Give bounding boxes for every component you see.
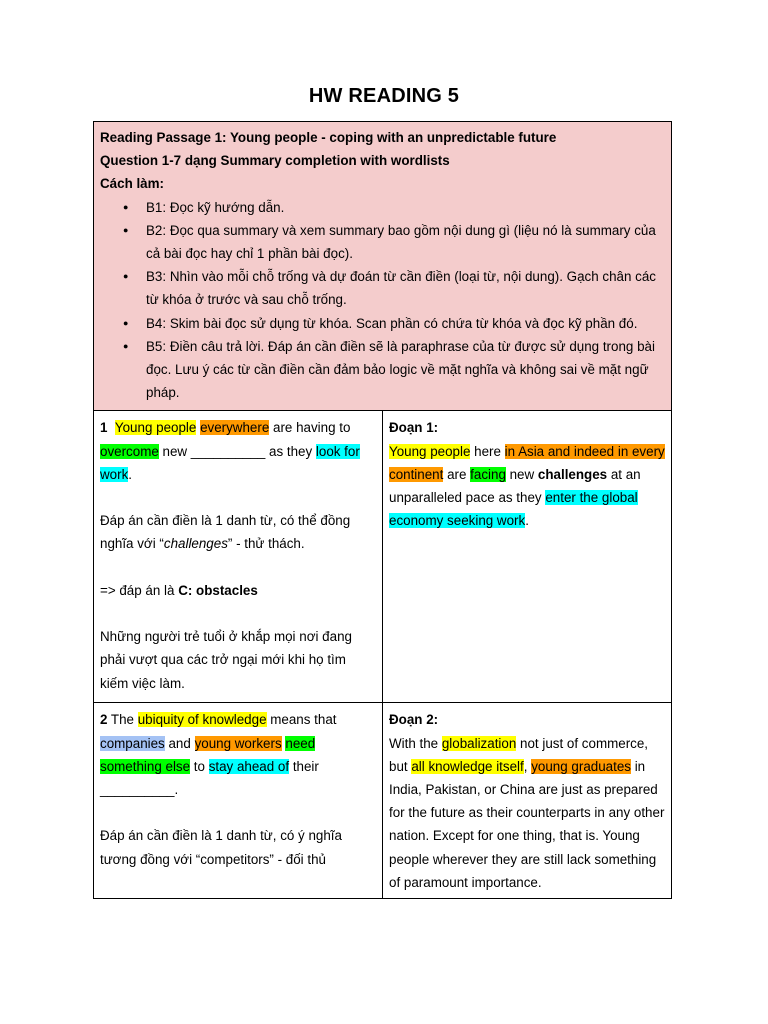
keyword-highlight: Young people <box>114 420 197 436</box>
paragraph-text: in India, Pakistan, or China are just as prepared for the future as their counterparts in any other nation. Except for one thing, that is. Young people wherever they are still lack something of paramount importance. <box>389 758 665 890</box>
sentence-text: their __________. <box>100 758 319 798</box>
question-2-note: Đáp án cần điền là 1 danh từ, có ý nghĩa tương đồng với “competitors” - đối thủ <box>100 828 342 867</box>
question-number: 1 <box>100 420 108 436</box>
paragraph-heading: Đoạn 2: <box>389 712 439 728</box>
sentence-text: and <box>164 735 195 751</box>
answer-prefix: => đáp án là <box>100 582 179 598</box>
keyword-highlight: facing <box>470 466 506 482</box>
sentence-text: new __________ as they <box>158 443 316 459</box>
keyword-highlight: need something else <box>100 735 316 774</box>
keyword-highlight: young workers <box>194 735 282 751</box>
paragraph-2-text <box>389 732 665 894</box>
method-heading: Cách làm: <box>100 176 164 192</box>
keyword-highlight: ubiquity of knowledge <box>137 712 267 728</box>
step-item: ● B3: Nhìn vào mỗi chỗ trống và dự đoán từ cần điền (loại từ, nội dung). Gạch chân các từ khóa ở trước và sau chỗ trống. <box>100 265 665 311</box>
answer-value: C: obstacles <box>178 582 258 598</box>
paragraph-text: here <box>470 443 505 459</box>
paragraph-text: With the <box>389 735 442 751</box>
document-title: HW READING 5 <box>308 85 460 107</box>
paragraph-1-cell <box>383 411 672 703</box>
exercise-table <box>93 121 672 899</box>
sentence-text: to <box>190 758 209 774</box>
sentence-text: . <box>128 466 133 482</box>
question-2-sentence <box>100 708 376 801</box>
question-number: 2 <box>100 712 108 728</box>
keyword-highlight: all knowledge itself <box>411 758 524 774</box>
step-item: ● B1: Đọc kỹ hướng dẫn. <box>100 196 665 219</box>
note-text: ” - thử thách. <box>227 536 305 552</box>
paragraph-text: are <box>443 466 471 482</box>
question-1-sentence <box>100 416 376 486</box>
question-1-answer <box>100 579 376 602</box>
question-range: Question 1-7 dạng Summary completion with wordlists <box>100 153 450 169</box>
step-item: ● B2: Đọc qua summary và xem summary bao gồm nội dung gì (liệu nó là summary của cả bài đọc hay chỉ 1 phần bài đọc). <box>100 219 665 265</box>
question-1-translation: Những người trẻ tuổi ở khắp mọi nơi đang phải vượt qua các trở ngại mới khi họ tìm kiếm việc làm. <box>100 629 352 691</box>
paragraph-text: at an unparalleled pace as they <box>389 466 641 506</box>
paragraph-text: new <box>505 466 538 482</box>
keyword-highlight: companies <box>100 735 165 751</box>
question-1-cell <box>94 411 383 703</box>
keyword-bold: challenges <box>537 466 608 482</box>
paragraph-2-cell <box>383 703 672 899</box>
keyword-highlight: Young people <box>389 443 471 459</box>
paragraph-text: not just of commerce, but <box>389 735 649 774</box>
question-2-cell <box>94 703 383 899</box>
keyword-highlight: stay ahead of <box>208 758 290 774</box>
passage-title: Reading Passage 1: Young people - coping with an unpredictable future <box>100 130 557 145</box>
question-1-note <box>100 509 376 555</box>
step-item: ● B4: Skim bài đọc sử dụng từ khóa. Scan phần có chứa từ khóa và đọc kỹ phần đó. <box>100 312 665 335</box>
note-keyword: challenges <box>163 536 228 552</box>
paragraph-text: , <box>523 758 532 774</box>
sentence-text: The <box>107 712 138 728</box>
step-item: ● B5: Điền câu trả lời. Đáp án cần điền sẽ là paraphrase của từ được sử dụng trong bài đọc. Lưu ý các từ cần điền cần đảm bảo logic về mặt nghĩa và không sai về mặt ngữ pháp. <box>100 335 665 405</box>
instructions-cell <box>94 122 672 411</box>
keyword-highlight: enter the global economy seeking work <box>389 490 638 529</box>
note-text: Đáp án cần điền là 1 danh từ, có thể đồng nghĩa với “ <box>100 513 351 552</box>
keyword-highlight: look for work <box>100 443 360 482</box>
paragraph-1-text <box>389 440 665 533</box>
keyword-highlight: everywhere <box>200 420 270 436</box>
keyword-highlight: young graduates <box>531 758 631 774</box>
sentence-text: are having to <box>269 420 351 436</box>
paragraph-heading: Đoạn 1: <box>389 420 439 436</box>
keyword-highlight: globalization <box>441 735 517 751</box>
keyword-highlight: in Asia and indeed in every continent <box>389 443 665 482</box>
paragraph-text: . <box>525 513 529 529</box>
steps-list <box>100 196 665 405</box>
keyword-highlight: overcome <box>100 443 159 459</box>
sentence-text: means that <box>266 712 337 728</box>
